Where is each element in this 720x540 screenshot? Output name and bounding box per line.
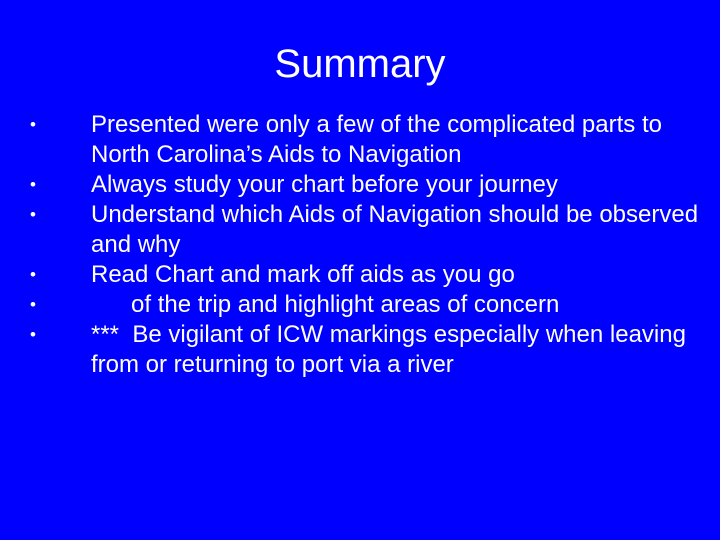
bullet-list [0, 110, 720, 380]
bullet-dot-icon: • [30, 265, 36, 284]
bullet-dot-icon: • [30, 115, 36, 134]
bullet-dot-icon: • [30, 325, 36, 344]
bullet-item [0, 260, 720, 290]
bullet-text: Presented were only a few of the complicated parts to North Carolina’s Aids to Navigation [91, 111, 669, 168]
bullet-dot-icon: • [30, 175, 36, 194]
bullet-dot-icon: • [30, 295, 36, 314]
bullet-item [0, 320, 720, 380]
bullet-text: of the trip and highlight areas of concern [91, 291, 560, 318]
bullet-dot-icon: • [30, 205, 36, 224]
bullet-item [0, 200, 720, 260]
bullet-item [0, 110, 720, 170]
slide-title: Summary [274, 42, 446, 86]
bullet-item [0, 290, 720, 320]
bullet-text: Understand which Aids of Navigation should be observed and why [91, 201, 705, 258]
bullet-item [0, 170, 720, 200]
bullet-text: Always study your chart before your journey [91, 171, 558, 198]
bullet-text: Read Chart and mark off aids as you go [91, 261, 515, 288]
bullet-text: *** Be vigilant of ICW markings especially when leaving from or returning to port via a river [91, 321, 693, 378]
